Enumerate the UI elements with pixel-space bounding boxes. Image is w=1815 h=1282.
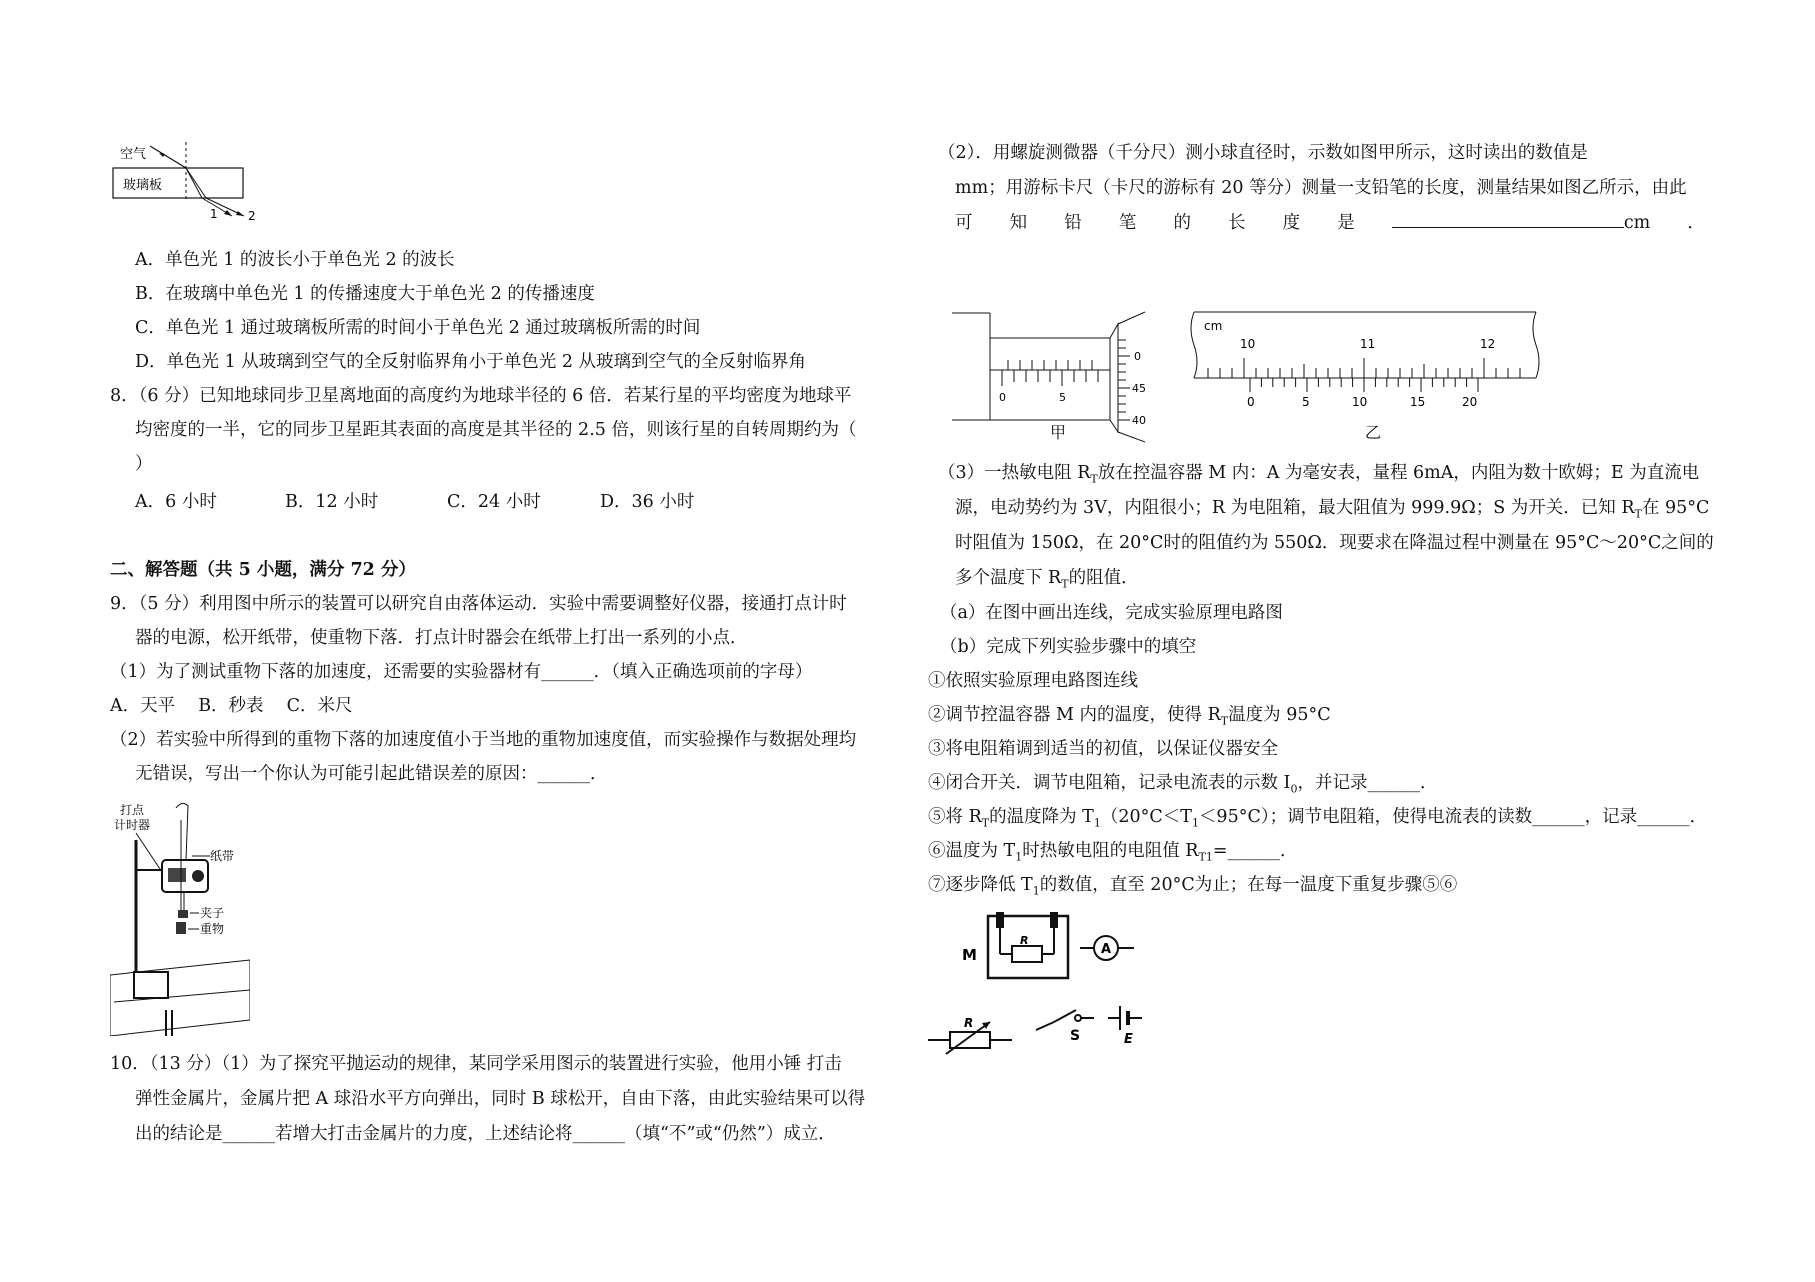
step-7 [928, 873, 1457, 904]
q9-sub2-line1: （2）若实验中所得到的重物下落的加速度值小于当地的重物加速度值，而实验操作与数据处理均 [110, 730, 857, 750]
sub-t1: T1 [1198, 850, 1213, 864]
caliper-unit: cm [1204, 319, 1223, 333]
step-5 [928, 805, 1707, 836]
timer-label: 打点 [120, 803, 145, 817]
char-5: 的 [1173, 213, 1191, 233]
q10-line1: 10．（13 分）（1）为了探究平抛运动的规律，某同学采用图示的装置进行实验，他用小锤 打击 [110, 1054, 842, 1074]
thimble-40: 40 [1132, 414, 1146, 427]
caliper-caption: 乙 [1365, 423, 1382, 442]
q10-line3: 出的结论是______若增大打击金属片的力度，上述结论将______（填“不”或“仍然”）成立． [135, 1124, 836, 1144]
step-6-a: ⑥温度为 T [928, 841, 1016, 861]
q8-line2: 均密度的一半，它的同步卫星距其表面的高度是其半径的 2.5 倍，则该行星的自转周期约为（ [135, 420, 857, 440]
step-5-b: 的温度降为 T [989, 807, 1094, 827]
q9-sub2-line2: 无错误，写出一个你认为可能引起此错误差的原因：______． [135, 764, 608, 784]
sub-1: 1 [1032, 884, 1040, 898]
switch-label: S [1070, 1028, 1081, 1044]
step-5-c: （20°C＜T [1100, 807, 1192, 827]
q10-3-line4-a: 多个温度下 R [955, 568, 1062, 588]
thimble-0: 0 [1134, 350, 1141, 363]
q8-line3: ） [135, 454, 153, 474]
ray1-label: 1 [210, 207, 218, 221]
char-1: 可 [955, 213, 973, 233]
tape-label: 纸带 [210, 849, 235, 863]
section-2-heading: 二、解答题（共 5 小题，满分 72 分） [110, 560, 416, 580]
step-4-b: ，并记录______． [1297, 773, 1438, 793]
rheostat-label: R [964, 1016, 974, 1030]
char-4: 笔 [1118, 213, 1137, 233]
q7-option-c: C．单色光 1 通过玻璃板所需的时间小于单色光 2 通过玻璃板所需的时间 [135, 318, 701, 338]
unit-cm: cm [1623, 213, 1651, 233]
step-2-a: ②调节控温容器 M 内的温度，使得 R [928, 705, 1221, 725]
main-10: 10 [1240, 337, 1256, 351]
q8-line1: 8．（6 分）已知地球同步卫星离地面的高度约为地球半径的 6 倍．若某行星的平均密度为地球平 [110, 386, 852, 406]
circuit-components-figure [928, 910, 1178, 1060]
end-period: ． [1687, 213, 1705, 233]
q10-2-line2: mm；用游标卡尺（卡尺的游标有 20 等分）测量一支铅笔的长度，测量结果如图乙所示，由此 [955, 178, 1687, 198]
sub-t: T [1090, 472, 1098, 486]
q9-sub1-options: A．天平 B．秒表 C．米尺 [110, 696, 353, 716]
step-6-c: =______． [1212, 841, 1298, 861]
micrometer-caption: 甲 [1050, 423, 1067, 442]
refraction-figure [110, 140, 270, 230]
q10-3-line2-b: 在 95°C [1641, 498, 1710, 518]
thimble-45: 45 [1132, 382, 1146, 395]
step-3: ③将电阻箱调到适当的初值，以保证仪器安全 [928, 739, 1278, 759]
q10-3-b: （b）完成下列实验步骤中的填空 [940, 637, 1197, 657]
q10-3-line4-b: 的阻值． [1068, 568, 1139, 588]
q9-line2: 器的电源，松开纸带，使重物下落．打点计时器会在纸带上打出一系列的小点． [135, 628, 748, 648]
q10-3-line4 [955, 566, 1139, 597]
q10-3-line1-b: 放在控温容器 M 内：A 为毫安表，量程 6mA，内阻为数十欧姆；E 为直流电 [1097, 463, 1700, 483]
sub-t: T [1634, 507, 1642, 521]
q10-2-line3 [955, 211, 1705, 235]
q8-option-d: D．36 小时 [600, 492, 695, 512]
q10-3-line3: 时阻值为 150Ω，在 20°C时的阻值约为 550Ω．现要求在降温过程中测量在 95°C～20°C之间的 [955, 533, 1714, 553]
q9-line1: 9．（5 分）利用图中所示的装置可以研究自由落体运动．实验中需要调整好仪器，接通打点计时 [110, 594, 847, 614]
timer-label-2: 计时器 [114, 818, 151, 832]
q10-3-a: （a）在图中画出连线，完成实验原理电路图 [940, 603, 1283, 623]
ray2-label: 2 [248, 209, 256, 223]
vernier-20: 20 [1462, 395, 1478, 409]
step-7-b: 的数值，直至 20°C为止；在每一温度下重复步骤⑤⑥ [1039, 875, 1458, 895]
micrometer-scale-0: 0 [999, 391, 1006, 404]
char-7: 度 [1282, 213, 1301, 233]
q10-3-line1-a: （3）一热敏电阻 R [938, 463, 1091, 483]
rt-label: R [1020, 934, 1029, 947]
q9-sub1: （1）为了测试重物下落的加速度，还需要的实验器材有______．（填入正确选项前的字母） [110, 662, 813, 682]
char-3: 铅 [1064, 213, 1082, 233]
vernier-5: 5 [1302, 395, 1310, 409]
micrometer-scale-5: 5 [1059, 391, 1066, 404]
main-12: 12 [1480, 337, 1496, 351]
q10-3-line2 [955, 496, 1709, 527]
q10-3-line1 [938, 461, 1699, 492]
main-11: 11 [1360, 337, 1376, 351]
answer-blank [1392, 211, 1650, 235]
char-8: 是 [1337, 213, 1355, 233]
free-fall-apparatus-figure [110, 800, 250, 1036]
step-7-a: ⑦逐步降低 T [928, 875, 1033, 895]
battery-label: E [1124, 1032, 1133, 1047]
q7-option-d: D．单色光 1 从玻璃到空气的全反射临界角小于单色光 2 从玻璃到空气的全反射临界角 [135, 352, 807, 372]
q7-option-a: A．单色光 1 的波长小于单色光 2 的波长 [135, 250, 455, 270]
q10-3-line2-a: 源，电动势约为 3V，内阻很小；R 为电阻箱，最大阻值为 999.9Ω；S 为开关．已知 R [955, 498, 1635, 518]
caliper-figure [1188, 308, 1548, 418]
sub-0: 0 [1290, 782, 1298, 796]
step-5-d: ＜95°C）；调节电阻箱，使得电流表的读数______，记录______． [1198, 807, 1708, 827]
step-6-b: 时热敏电阻的电阻值 R [1022, 841, 1199, 861]
ammeter-label: A [1101, 942, 1112, 957]
weight-label: 重物 [200, 922, 225, 936]
step-5-a: ⑤将 R [928, 807, 982, 827]
sub-t: T [1061, 577, 1069, 591]
q8-option-a: A．6 小时 [135, 492, 217, 512]
char-6: 长 [1228, 213, 1246, 233]
vernier-15: 15 [1410, 395, 1426, 409]
clip-label: 夹子 [200, 906, 225, 920]
sub-t: T [981, 816, 990, 830]
vernier-0: 0 [1247, 395, 1255, 409]
step-2 [928, 703, 1331, 734]
step-2-b: 温度为 95°C [1228, 705, 1331, 725]
q10-line2: 弹性金属片，金属片把 A 球沿水平方向弹出，同时 B 球松开，自由下落，由此实验结果可以得 [135, 1089, 866, 1109]
q8-option-b: B．12 小时 [285, 492, 379, 512]
air-label: 空气 [120, 147, 147, 162]
q8-option-c: C．24 小时 [447, 492, 541, 512]
glass-label: 玻璃板 [123, 178, 163, 193]
sub-1: 1 [1191, 816, 1199, 830]
q7-option-b: B．在玻璃中单色光 1 的传播速度大于单色光 2 的传播速度 [135, 284, 595, 304]
char-2: 知 [1009, 213, 1028, 233]
sub-1: 1 [1093, 816, 1101, 830]
sub-t: T [1220, 714, 1229, 728]
vernier-10: 10 [1352, 395, 1368, 409]
step-6 [928, 839, 1298, 870]
step-1: ①依照实验原理电路图连线 [928, 671, 1138, 691]
sub-1: 1 [1015, 850, 1023, 864]
q10-2-line1: （2）．用螺旋测微器（千分尺）测小球直径时，示数如图甲所示，这时读出的数值是 [938, 143, 1588, 163]
step-4-a: ④闭合开关．调节电阻箱，记录电流表的示数 I [928, 773, 1291, 793]
m-label: M [962, 946, 977, 964]
step-4 [928, 771, 1437, 802]
